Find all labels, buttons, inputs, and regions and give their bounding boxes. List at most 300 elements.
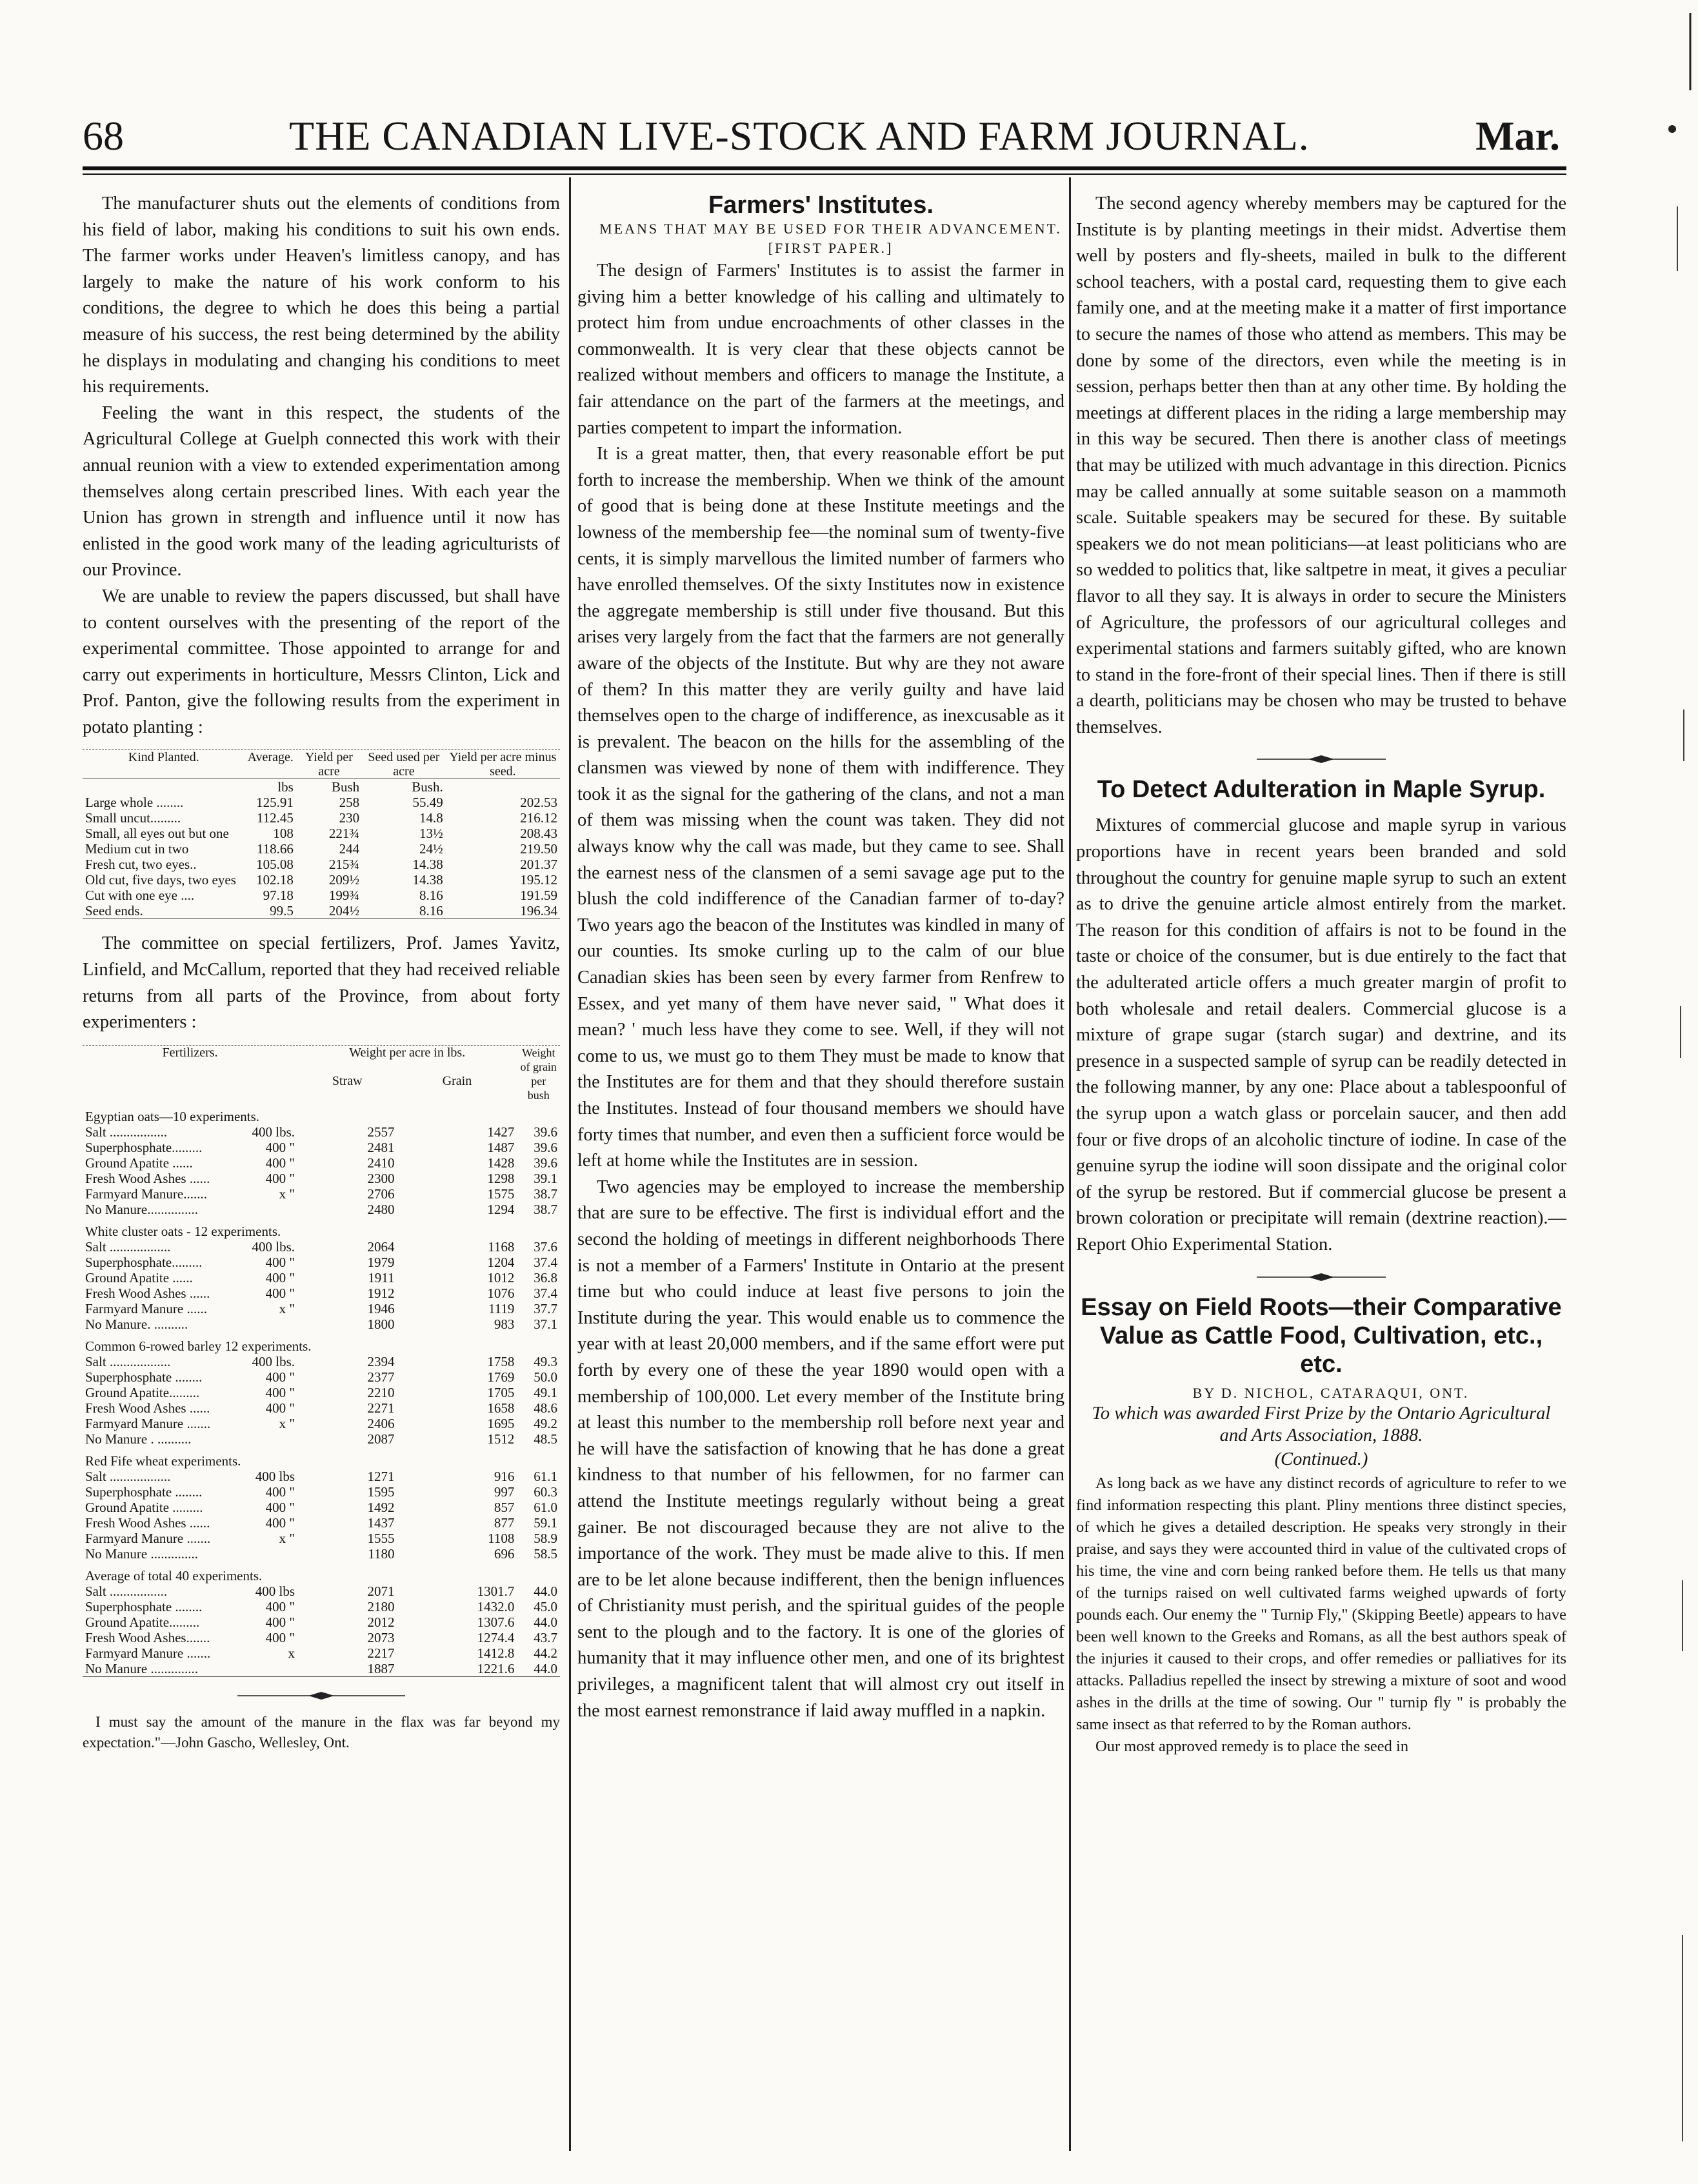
fertilizer-name: Salt ..................: [85, 1468, 171, 1484]
cell-value: 199¾: [328, 888, 360, 904]
cell-value: 2557: [367, 1124, 395, 1140]
quantity: 400 ": [265, 1285, 295, 1301]
row-label: Cut with one eye ....: [85, 888, 195, 904]
cell-value: 1758: [487, 1353, 515, 1369]
fertilizer-name: Ground Apatite ......: [85, 1269, 193, 1286]
quantity: 400 ": [265, 1484, 295, 1500]
table-row: [83, 1469, 560, 1484]
fertilizer-name: Ground Apatite ......: [85, 1155, 193, 1171]
table-row: [83, 1630, 560, 1645]
table-row: [83, 1286, 560, 1301]
group-header-row: [83, 1562, 560, 1583]
table-header: Seed used per acre: [368, 750, 440, 779]
cell-value: 1076: [487, 1285, 515, 1301]
cell-value: 877: [494, 1514, 515, 1531]
table-header: Yield per acre: [305, 750, 353, 779]
article-heading: Essay on Field Roots—their Comparative Value as Cattle Food, Cultivation, etc., etc.: [1081, 1293, 1562, 1378]
cell-value: 1887: [367, 1660, 395, 1676]
cell-value: 1911: [368, 1269, 395, 1286]
cell-value: 1307.6: [477, 1614, 515, 1630]
row-label: [83, 1614, 297, 1630]
fertilizer-name: Farmyard Manure .......: [85, 1415, 211, 1431]
cell-value: 59.1: [534, 1514, 557, 1531]
table-row: [83, 1186, 560, 1202]
table-row: [83, 1416, 560, 1431]
cell-value: 1658: [487, 1400, 515, 1416]
cell-value: 1512: [487, 1431, 515, 1447]
table-row: [83, 1546, 560, 1562]
paragraph: The committee on special fertilizers, Prof. James Yavitz, Linfield, and McCallum, reported that they had received reliable returns from all parts of the Province, from about forty experimenters :: [83, 933, 560, 1033]
cell-value: 1912: [367, 1285, 395, 1301]
cell-value: 1294: [487, 1201, 515, 1217]
column-1: [83, 191, 560, 1753]
paragraph: Our most approved remedy is to place the seed in: [1095, 1738, 1409, 1756]
cell-value: 2377: [367, 1369, 395, 1385]
quantity: 400 ": [265, 1598, 295, 1614]
table-row: [83, 1500, 560, 1515]
cell-value: 2071: [367, 1583, 395, 1599]
cell-value: 108: [273, 826, 294, 842]
fertilizer-name: No Manure. ..........: [85, 1316, 188, 1332]
unit-label: Bush: [331, 779, 360, 795]
cell-value: 1204: [487, 1254, 515, 1270]
cell-value: 2481: [367, 1139, 395, 1155]
cell-value: 61.1: [534, 1468, 557, 1484]
cell-value: 13½: [419, 826, 443, 842]
unit-label: lbs: [277, 779, 294, 795]
quantity: 400 ": [265, 1400, 295, 1416]
cell-value: 230: [339, 810, 360, 826]
quantity: 400 lbs: [255, 1583, 295, 1599]
cell-value: 221¾: [328, 826, 360, 842]
row-label: [83, 1546, 297, 1562]
cell-value: 49.1: [534, 1384, 557, 1400]
quantity: 400 lbs.: [252, 1238, 295, 1255]
byline: BY D. NICHOL, CATARAQUI, ONT.: [1192, 1384, 1470, 1401]
row-label: [83, 1531, 297, 1546]
group-title: Egyptian oats—10 experiments.: [85, 1108, 260, 1124]
fertilizer-name: Superphosphate ........: [85, 1598, 203, 1614]
table-header: Average.: [247, 750, 294, 765]
cell-value: 8.16: [419, 903, 443, 919]
cell-value: 1428: [487, 1155, 515, 1171]
cell-value: 1555: [367, 1530, 395, 1546]
cell-value: 112.45: [256, 810, 294, 826]
fertilizer-name: Fresh Wood Ashes.......: [85, 1629, 210, 1645]
table-row: [83, 1354, 560, 1369]
cell-value: 857: [494, 1499, 515, 1515]
row-label: [83, 1500, 297, 1515]
fertilizer-name: Salt ..................: [85, 1238, 171, 1255]
journal-title: THE CANADIAN LIVE-STOCK AND FARM JOURNAL.: [289, 113, 1310, 159]
row-label: Seed ends.: [85, 903, 143, 919]
page-number: 68: [83, 113, 124, 159]
table-row: [83, 1531, 560, 1546]
cell-value: 1575: [487, 1186, 515, 1202]
cell-value: 191.59: [520, 888, 557, 904]
cell-value: 1412.8: [477, 1645, 515, 1661]
cell-value: 39.6: [534, 1124, 557, 1140]
row-label: Medium cut in two: [85, 841, 189, 857]
cell-value: 48.6: [534, 1400, 557, 1416]
article-subheading: MEANS THAT MAY BE USED FOR THEIR ADVANCEMENT.: [599, 221, 1062, 237]
cell-value: 1119: [488, 1300, 515, 1316]
table-row: [83, 1140, 560, 1155]
cell-value: 37.4: [534, 1285, 557, 1301]
cell-value: 215¾: [328, 857, 360, 873]
group-title: Average of total 40 experiments.: [85, 1567, 263, 1583]
cell-value: 2087: [367, 1431, 395, 1447]
cell-value: 2064: [367, 1238, 395, 1255]
row-label: [83, 1385, 297, 1400]
edge-marks: [1652, 0, 1697, 2184]
cell-value: 1437: [367, 1514, 395, 1531]
cell-value: 1108: [488, 1530, 515, 1546]
cell-value: 1274.4: [477, 1629, 515, 1645]
cell-value: 8.16: [419, 888, 443, 904]
table-row: [83, 1661, 560, 1676]
cell-value: 983: [494, 1316, 515, 1332]
cell-value: 61.0: [534, 1499, 557, 1515]
cell-value: 1800: [367, 1316, 395, 1332]
cell-value: 2217: [367, 1645, 395, 1661]
cell-value: 1168: [488, 1238, 515, 1255]
cell-value: 1012: [487, 1269, 515, 1286]
cell-value: 97.18: [263, 888, 294, 904]
award-note: To which was awarded First Prize by the Ontario Agricultural and Arts Association, 1888.: [1092, 1403, 1551, 1445]
table-row: [83, 1369, 560, 1385]
row-label: [83, 1171, 297, 1186]
fertilizer-name: Superphosphate ........: [85, 1484, 203, 1500]
column-2: [577, 191, 1064, 1724]
row-label: Fresh cut, two eyes..: [85, 857, 197, 873]
fertilizer-name: Fresh Wood Ashes ......: [85, 1400, 210, 1416]
group-header-row: [83, 1102, 560, 1124]
fertilizer-name: Salt .................: [85, 1124, 168, 1140]
paragraph: Two agencies may be employed to increase the membership that are sure to be effective. The first is individual effort and the second the holding of meetings in different neighborhoods There is not a member of a Farmers' Institute in Ontario at the present time but who could induce at least five persons to join the Institute during the year. This would enable us to commence the year with at least 20,000 members, and if the same effort were put forth by every one of these the year 1890 would open with a membership of 100,000. Let every member of the Institute bring at least this number to the membership roll before next year and he will have the satisfaction of knowing that he has done a great kindness to that number of his fellowmen, for no farmer can attend the Institute meetings regularly without being a great gainer. Be not discouraged because they are not alive to the importance of the work. They must be made alive to this. If men are to be let alone because indifferent, then the benign influences of Christianity must perish, and the spiritual guides of the people sent to the plough and to the factory. It is one of the glories of humanity that it may influence other men, and one of its brightest privileges, a magnificent talent that will almost cry out itself in the most earnest remonstrance if laid away muffled in a napkin.: [577, 1176, 1064, 1721]
cell-value: 204½: [328, 903, 360, 919]
fertilizer-name: Farmyard Manure.......: [85, 1186, 207, 1202]
table-row: [83, 841, 560, 857]
fertilizer-name: Ground Apatite.........: [85, 1384, 200, 1400]
table-row: [83, 1583, 560, 1599]
cell-value: 118.66: [256, 841, 294, 857]
row-label: [83, 1484, 297, 1500]
cell-value: 244: [339, 841, 360, 857]
column-divider-2: [1069, 177, 1071, 2151]
cell-value: 2210: [367, 1384, 395, 1400]
cell-value: 208.43: [520, 826, 557, 842]
row-label: [83, 1202, 297, 1217]
cell-value: 202.53: [520, 795, 557, 811]
cell-value: 2394: [367, 1353, 395, 1369]
quantity: 400 ": [265, 1369, 295, 1385]
quantity: 400 lbs: [255, 1468, 295, 1484]
cell-value: 209½: [328, 872, 360, 888]
table-row: [83, 826, 560, 841]
table-row: [83, 1171, 560, 1186]
cell-value: 2406: [367, 1415, 395, 1431]
testimonial-quote: I must say the amount of the manure in the flax was far beyond my expectation."—John Gascho, Wellesley, Ont.: [83, 1713, 560, 1751]
cell-value: 125.91: [256, 795, 294, 811]
fertilizer-name: Fresh Wood Ashes ......: [85, 1514, 210, 1531]
row-label: [83, 1645, 297, 1661]
paragraph: As long back as we have any distinct records of agriculture to refer to we find information respecting this plant. Pliny mentions three distinct species, of which he gives a detailed description. He speaks very strongly in their praise, and says they were accounted third in value of the cultivated crops of his time, the vine and corn being ranked before them. He tells us that many of the turnips raised on well cultivated farms weighed upwards of forty pounds each. Our enemy the " Turnip Fly," (Skipping Beetle) appears to have been well known to the Greeks and Romans, as all the best authors speak of the injuries it caused to their crops, and offer remedies or palliatives for its attacks. Palladius repelled the insect by strewing a mixture of soot and wood ashes in the drills at the time of sowing. Our " turnip fly " is probably the same insect as that referred to by the Roman authors.: [1076, 1474, 1566, 1734]
table-row: [83, 1155, 560, 1171]
paragraph: The design of Farmers' Institutes is to assist the farmer in giving him a better knowledge of his calling and ultimately to protect him from undue encroachments of other classes in the commonwealth. It is very clear that these objects cannot be realized without members and officers to manage the Institute, a fair attendance on the part of the farmers at the meetings, and parties competent to impart the information.: [577, 261, 1064, 438]
table-row: [83, 1239, 560, 1255]
cell-value: 916: [494, 1468, 515, 1484]
group-header-row: [83, 1447, 560, 1469]
cell-value: 2271: [367, 1400, 395, 1416]
cell-value: 44.0: [534, 1614, 557, 1630]
group-title: Common 6-rowed barley 12 experiments.: [85, 1338, 312, 1354]
cell-value: 37.4: [534, 1254, 557, 1270]
cell-value: 1695: [487, 1415, 515, 1431]
row-label: [83, 1354, 297, 1369]
table-row: [83, 1316, 560, 1332]
table-row: [83, 888, 560, 903]
cell-value: 38.7: [534, 1186, 557, 1202]
group-header-row: [83, 1217, 560, 1239]
potato-planting-table: [83, 750, 560, 919]
cell-value: 36.8: [534, 1269, 557, 1286]
table-row: [83, 1202, 560, 1217]
table-row: [83, 1301, 560, 1316]
row-label: [83, 1316, 297, 1332]
fertilizer-name: Farmyard Manure .......: [85, 1530, 211, 1546]
row-label: [83, 1155, 297, 1171]
cell-value: 14.38: [412, 872, 443, 888]
cell-value: 2480: [367, 1201, 395, 1217]
fertilizer-name: Superphosphate.........: [85, 1254, 203, 1270]
quantity: x ": [279, 1530, 295, 1546]
row-label: [83, 1239, 297, 1255]
row-label: [83, 1255, 297, 1270]
cell-value: 1492: [367, 1499, 395, 1515]
cell-value: 201.37: [520, 857, 557, 873]
cell-value: 1221.6: [477, 1660, 515, 1676]
fertilizer-name: Farmyard Manure ......: [85, 1300, 207, 1316]
fertilizer-name: Ground Apatite .........: [85, 1499, 203, 1515]
cell-value: 44.0: [534, 1660, 557, 1676]
cell-value: 105.08: [256, 857, 294, 873]
cell-value: 99.5: [270, 903, 294, 919]
paragraph: The manufacturer shuts out the elements of conditions from his field of labor, making his conditions to suit his own ends. The farmer works under Heaven's limitless canopy, and has largely to make the nature of his work conform to his conditions, the degree to which he does this being a partial measure of his success, the rest being determined by the ability he displays in modulating and changing his conditions to meet his requirements.: [83, 194, 560, 397]
table-row: [83, 810, 560, 826]
fertilizer-name: Fresh Wood Ashes ......: [85, 1170, 210, 1186]
quantity: 400 lbs.: [252, 1124, 295, 1140]
fertilizer-name: No Manure...............: [85, 1201, 198, 1217]
masthead: [83, 114, 1560, 159]
fertilizer-name: Farmyard Manure .......: [85, 1645, 211, 1661]
cell-value: 44.0: [534, 1583, 557, 1599]
table-row: [83, 1599, 560, 1614]
table-row: [83, 1431, 560, 1447]
unit-label: Bush.: [412, 779, 443, 795]
quantity: 400 ": [265, 1170, 295, 1186]
cell-value: 2012: [367, 1614, 395, 1630]
cell-value: 1271: [367, 1468, 395, 1484]
cell-value: 44.2: [534, 1645, 557, 1661]
cell-value: 219.50: [520, 841, 557, 857]
fertilizer-name: No Manure ..............: [85, 1545, 198, 1562]
column-3: [1076, 191, 1566, 1758]
paper-label: [FIRST PAPER.]: [768, 240, 894, 256]
cell-value: 1298: [487, 1170, 515, 1186]
table-row: [83, 1484, 560, 1500]
table-row: [83, 795, 560, 810]
cell-value: 196.34: [520, 903, 557, 919]
table-row: [83, 1255, 560, 1270]
row-label: [83, 1630, 297, 1645]
quantity: 400 ": [265, 1139, 295, 1155]
table-header: Weight of grain per bush: [520, 1046, 557, 1102]
cell-value: 2180: [367, 1598, 395, 1614]
cell-value: 37.6: [534, 1238, 557, 1255]
row-label: [83, 1599, 297, 1614]
cell-value: 38.7: [534, 1201, 557, 1217]
cell-value: 696: [494, 1545, 515, 1562]
issue-month: Mar.: [1475, 113, 1560, 159]
quantity: 400 ": [265, 1499, 295, 1515]
table-row: [83, 1270, 560, 1286]
table-row: [83, 903, 560, 918]
row-label: Old cut, five days, two eyes: [85, 872, 236, 888]
fertilizer-table: [83, 1045, 560, 1677]
quantity: x ": [279, 1415, 295, 1431]
cell-value: 1432.0: [477, 1598, 515, 1614]
group-title: White cluster oats - 12 experiments.: [85, 1223, 281, 1239]
table-header: Fertilizers.: [162, 1045, 218, 1060]
cell-value: 2410: [367, 1155, 395, 1171]
row-label: [83, 1661, 297, 1676]
quantity: 400 ": [265, 1254, 295, 1270]
fertilizer-name: Superphosphate ........: [85, 1369, 203, 1385]
table-header: Weight per acre in lbs.: [349, 1045, 466, 1060]
row-label: [83, 1286, 297, 1301]
group-title: Red Fife wheat experiments.: [85, 1453, 241, 1469]
header-rule: [83, 166, 1566, 170]
fertilizer-name: Ground Apatite.........: [85, 1614, 200, 1630]
row-label: [83, 1140, 297, 1155]
cell-value: 1595: [367, 1484, 395, 1500]
article-heading: Farmers' Institutes.: [708, 192, 934, 219]
cell-value: 1979: [367, 1254, 395, 1270]
ornament-divider: [83, 1691, 560, 1700]
quantity: x ": [279, 1300, 295, 1316]
cell-value: 43.7: [534, 1629, 557, 1645]
cell-value: 37.7: [534, 1300, 557, 1316]
quantity: 400 ": [265, 1614, 295, 1630]
cell-value: 55.49: [412, 795, 443, 811]
row-label: [83, 1270, 297, 1286]
row-label: [83, 1416, 297, 1431]
fertilizer-name: Salt .................: [85, 1583, 168, 1599]
cell-value: 1180: [368, 1545, 395, 1562]
cell-value: 216.12: [520, 810, 557, 826]
quantity: 400 ": [265, 1514, 295, 1531]
quantity: 400 ": [265, 1269, 295, 1286]
ornament-divider: [1076, 755, 1566, 764]
cell-value: 50.0: [534, 1369, 557, 1385]
cell-value: 24½: [419, 841, 443, 857]
cell-value: 48.5: [534, 1431, 557, 1447]
table-header: Yield per acre minus seed.: [449, 750, 557, 779]
cell-value: 997: [494, 1484, 515, 1500]
continued-note: (Continued.): [1274, 1449, 1368, 1469]
table-row: [83, 1645, 560, 1661]
paragraph: Mixtures of commercial glucose and maple syrup in various proportions have in recent years been branded and sold throughout the country for genuine maple syrup to such an extent as to drive the genuine article almost entirely from the market. The reason for this condition of affairs is not to be found in the taste or choice of the consumer, but is due entirely to the fact that the adulterated article offers a much greater margin of profit to both wholesale and retail dealers. Commercial glucose is a mixture of grape sugar (starch sugar) and dextrine, and its presence in a suspected sample of syrup can be readily detected in the following manner, by any one: Place about a tablespoonful of the syrup upon a watch glass or porcelain saucer, and then add four or five drops of an alcoholic tincture of iodine. In case of the genuine syrup the iodine will soon dissipate and the original color of the syrup be restored. But if commercial glucose be present a brown coloration or precipitate will remain (dextrine reaction).—Report Ohio Experimental Station.: [1076, 815, 1566, 1255]
fertilizer-name: No Manure . ..........: [85, 1431, 192, 1447]
cell-value: 2706: [367, 1186, 395, 1202]
cell-value: 45.0: [534, 1598, 557, 1614]
table-row: [83, 1124, 560, 1140]
row-label: [83, 1431, 297, 1447]
cell-value: 2300: [367, 1170, 395, 1186]
table-subheader: Grain: [442, 1073, 472, 1088]
fertilizer-name: Superphosphate.........: [85, 1139, 203, 1155]
table-row: [83, 1400, 560, 1416]
cell-value: 49.2: [534, 1415, 557, 1431]
table-subheader: Straw: [332, 1073, 363, 1088]
cell-value: 14.38: [412, 857, 443, 873]
row-label: Large whole ........: [85, 795, 184, 811]
row-label: [83, 1515, 297, 1531]
table-row: [83, 1614, 560, 1630]
row-label: Small, all eyes out but one: [85, 826, 229, 842]
cell-value: 60.3: [534, 1484, 557, 1500]
quantity: x: [288, 1645, 295, 1661]
cell-value: 1427: [487, 1124, 515, 1140]
cell-value: 1487: [487, 1139, 515, 1155]
row-label: [83, 1400, 297, 1416]
quantity: 400 ": [265, 1384, 295, 1400]
table-row: [83, 1515, 560, 1531]
cell-value: 37.1: [534, 1316, 557, 1332]
row-label: [83, 1186, 297, 1202]
cell-value: 1769: [487, 1369, 515, 1385]
row-label: [83, 1301, 297, 1316]
fertilizer-name: Salt ..................: [85, 1353, 171, 1369]
header-rule-thin: [83, 174, 1566, 175]
table-header: Kind Planted.: [128, 750, 199, 765]
cell-value: 39.6: [534, 1139, 557, 1155]
paragraph: It is a great matter, then, that every reasonable effort be put forth to increase the membership. When we think of the amount of good that is being done at these Institute meetings and the lowness of the membership fee—the nominal sum of twenty-five cents, it is simply marvellous the limited number of farmers who have enrolled themselves. Of the sixty Institutes now in existence the aggregate membership is still under five thousand. But this arises very largely from the fact that the farmers are not generally aware of the objects of the Institute. But why are they not aware of them? In this matter they are verily guilty and have laid themselves open to the charge of indifference, as inexcusable as it is prevalent. The beacon on the hills for the assembling of the clansmen was viewed by none of them with indifference. They took it as the signal for the gathering of the clans, and not a man of them was missing when the count was taken. They did not always know why the call was made, but they came to see. Shall the earnest ness of the clansmen of a semi savage age put to the blush the cold indifference of the Canadian farmer of to-day? Two years ago the beacon of the Institutes was kindled in many of our counties. Its smoke curling up to the calm of our blue Canadian skies has been seen by every farmer from Renfrew to Essex, and yet many of them have never said, " What does it mean? ' much less have they come to see. Well, if they will not come to us, we must go to them They must be made to know that the Institutes are for them and that they should therefore sustain the Institutes. Instead of four thousand members we should have forty times that number, and even then a sufficient force would be left at home while the Institutes are in session.: [577, 444, 1064, 1171]
row-label: [83, 1469, 297, 1484]
fertilizer-name: No Manure ..............: [85, 1660, 198, 1676]
group-header-row: [83, 1332, 560, 1354]
row-label: Small uncut.........: [85, 810, 181, 826]
paragraph: We are unable to review the papers discussed, but shall have to content ourselves with the presenting of the report of the experimental committee. Those appointed to arrange for and carry out experiments in horticulture, Messrs Clinton, Lick and Prof. Panton, give the following results from the experiment in potato planting :: [83, 586, 560, 737]
cell-value: 102.18: [256, 872, 294, 888]
cell-value: 258: [339, 795, 360, 811]
column-divider-1: [569, 177, 571, 2151]
article-heading: To Detect Adulteration in Maple Syrup.: [1097, 776, 1546, 804]
cell-value: 1301.7: [477, 1583, 515, 1599]
cell-value: 2073: [367, 1629, 395, 1645]
cell-value: 14.8: [419, 810, 443, 826]
cell-value: 49.3: [534, 1353, 557, 1369]
table-row: [83, 857, 560, 872]
table-row: [83, 872, 560, 888]
quantity: x ": [279, 1186, 295, 1202]
row-label: [83, 1369, 297, 1385]
paragraph: Feeling the want in this respect, the students of the Agricultural College at Guelph connected this work with their annual reunion with a view to extended experimentation among themselves along certain prescribed lines. With each year the Union has grown in strength and influence until it now has enlisted in the good work many of the leading agriculturists of our Province.: [83, 402, 560, 581]
quantity: 400 ": [265, 1629, 295, 1645]
cell-value: 39.6: [534, 1155, 557, 1171]
fertilizer-name: Fresh Wood Ashes ......: [85, 1285, 210, 1301]
